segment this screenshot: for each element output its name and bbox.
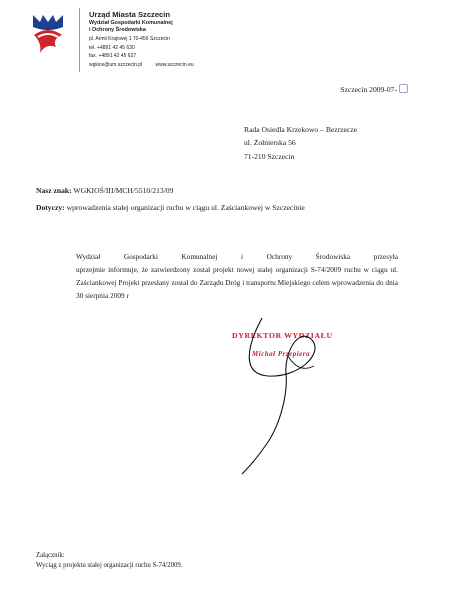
- date-text: Szczecin 2009-07-: [340, 85, 397, 94]
- website-link[interactable]: www.szczecin.eu: [155, 62, 194, 69]
- signature-stroke: [242, 318, 315, 474]
- phone: tel. +4891 42 45 630: [89, 44, 135, 51]
- address: pl. Armii Krajowej 1 70-456 Szczecin: [89, 36, 170, 42]
- reference-number: WGKIOŚ/III/MCH/5510/213/09: [73, 186, 174, 195]
- recipient-line-2: ul. Żołnierska 56: [244, 138, 296, 148]
- logo-crown-shape: [33, 15, 63, 30]
- reference-number-row: [36, 182, 305, 199]
- registry-stamp-icon: [399, 84, 408, 93]
- letterhead: [89, 10, 194, 70]
- handwritten-signature: [228, 314, 338, 479]
- stamp-title: DYREKTOR WYDZIAŁU: [232, 331, 333, 340]
- body-first-line: Wydział Gospodarki Komunalnej i Ochrony Środowiska przesyła: [76, 252, 398, 261]
- city-logo: [30, 13, 66, 55]
- recipient-line-3: 71-210 Szczecin: [244, 151, 295, 161]
- subject-label: Dotyczy:: [36, 203, 65, 212]
- recipient-line-1: Rada Osiedla Krzekowo – Bezrzecze: [244, 125, 358, 134]
- signature-flourish: [288, 356, 314, 368]
- contact-line: [89, 61, 194, 70]
- email-link[interactable]: wgkios@um.szczecin.pl: [89, 62, 143, 69]
- recipient-address: [244, 123, 357, 163]
- letter-date: [340, 84, 408, 94]
- attachment-item: Wyciąg z projektu stałej organizacji ruchu S-74/2009.: [36, 561, 183, 569]
- letterhead-divider: [79, 8, 80, 72]
- organization-name: Urząd Miasta Szczecin: [89, 10, 171, 19]
- stamp-name: Michał Przepiera: [252, 350, 310, 358]
- subject-text: wprowadzenia stałej organizacji ruchu w ciągu ul. Zaściankowej w Szczecinie: [66, 203, 305, 212]
- reference-label: Nasz znak:: [36, 186, 72, 195]
- attachment-block: [36, 551, 183, 571]
- department-line-1: Wydział Gospodarki Komunalnej: [89, 20, 173, 26]
- attachment-label: Załącznik:: [36, 552, 65, 559]
- subject-row: [36, 199, 305, 216]
- letter-body: [76, 250, 398, 302]
- body-text: uprzejmie informuje, że zatwierdzony został projekt nowej stałej organizacji S-74/2009 ruchu w ciągu ul. Zaściankowej Projekt przesłany został do Zarządu Dróg i transportu Miejskiego celem wprowadzenia do dnia 30 sierpnia 2009 r: [76, 265, 398, 300]
- reference-block: [36, 182, 305, 216]
- fax: fax. +4891 42 45 627: [89, 53, 137, 60]
- department-line-2: i Ochrony Środowiska: [89, 27, 146, 33]
